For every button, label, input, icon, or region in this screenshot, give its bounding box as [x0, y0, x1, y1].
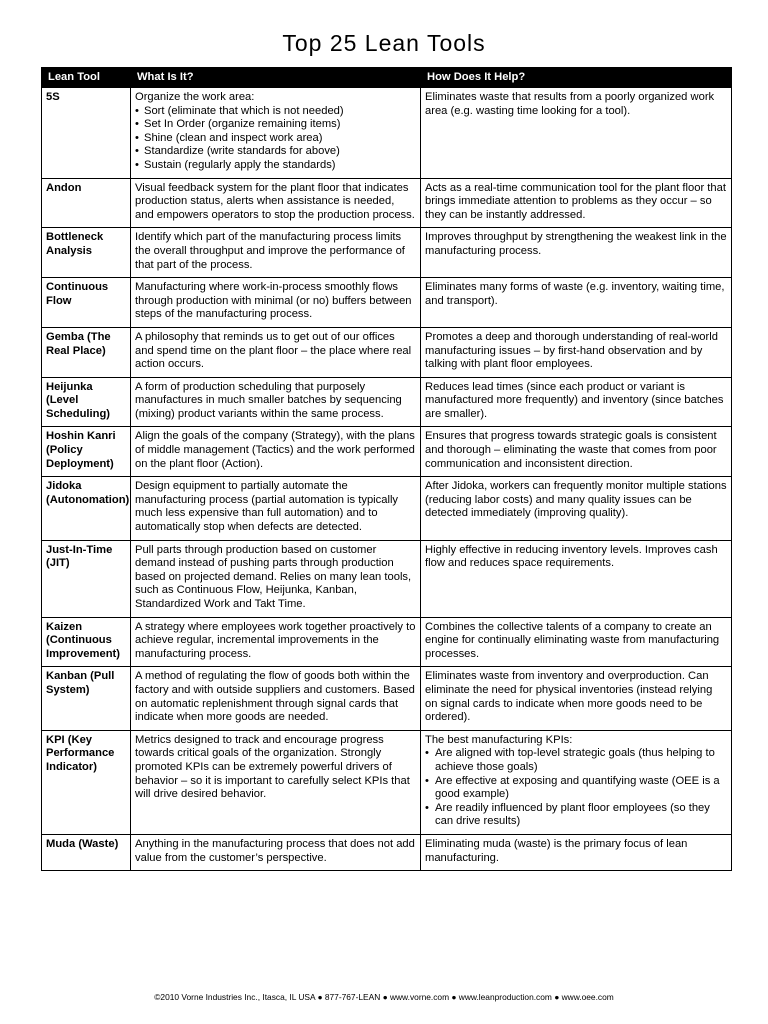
- tool-name: 5S: [42, 88, 131, 179]
- bullet-item: • Sustain (regularly apply the standards): [135, 159, 416, 173]
- benefit-intro: The best manufacturing KPIs:: [425, 733, 573, 746]
- description-bullet-list: [135, 105, 416, 173]
- tool-description: A philosophy that reminds us to get out of our offices and spend time on the plant floor – the place where real action occurs.: [131, 327, 421, 377]
- tool-name: KPI (Key Performance Indicator): [42, 730, 131, 834]
- tool-name: Bottleneck Analysis: [42, 228, 131, 278]
- tool-description: Visual feedback system for the plant floor that indicates production status, alerts when assistance is needed, and empowers operators to stop the production process.: [131, 178, 421, 228]
- tool-description: Metrics designed to track and encourage progress towards critical goals of the organization. Strongly promoted KPIs can be extremely powerful drivers of behavior – so it is important to carefully select KPIs that will drive desired behavior.: [131, 730, 421, 834]
- tool-benefit: Promotes a deep and thorough understanding of real-world manufacturing issues – by first-hand observation and by talking with plant floor employees.: [421, 327, 732, 377]
- table-row: [42, 834, 732, 870]
- tool-description: [131, 88, 421, 179]
- tool-benefit: Improves throughput by strengthening the weakest link in the manufacturing process.: [421, 228, 732, 278]
- tool-description: Pull parts through production based on customer demand instead of pushing parts through production based on projected demand. Relies on many lean tools, such as Continuous Flow, Heijunka, Kanban, Standardized Work and Takt Time.: [131, 540, 421, 617]
- bullet-item: • Set In Order (organize remaining items): [135, 118, 416, 132]
- tool-benefit: [421, 730, 732, 834]
- bullet-item: • Standardize (write standards for above): [135, 145, 416, 159]
- tool-benefit: Eliminates many forms of waste (e.g. inventory, waiting time, and transport).: [421, 278, 732, 328]
- tool-name: Jidoka (Autonomation): [42, 477, 131, 540]
- table-row: [42, 667, 732, 730]
- bullet-item: • Are aligned with top-level strategic goals (thus helping to achieve those goals): [425, 747, 727, 774]
- bullet-item: • Shine (clean and inspect work area): [135, 132, 416, 146]
- table-row: [42, 427, 732, 477]
- tool-name: Heijunka (Level Scheduling): [42, 377, 131, 427]
- header-what-is-it: What Is It?: [131, 68, 421, 88]
- tool-name: Andon: [42, 178, 131, 228]
- header-lean-tool: Lean Tool: [42, 68, 131, 88]
- bullet-item: • Are effective at exposing and quantifying waste (OEE is a good example): [425, 775, 727, 802]
- tool-benefit: Highly effective in reducing inventory levels. Improves cash flow and reduces space requirements.: [421, 540, 732, 617]
- tool-name: Muda (Waste): [42, 834, 131, 870]
- table-row: [42, 730, 732, 834]
- table-header-row: [42, 68, 732, 88]
- tool-name: Continuous Flow: [42, 278, 131, 328]
- tool-name: Gemba (The Real Place): [42, 327, 131, 377]
- tool-name: Kaizen (Continuous Improvement): [42, 617, 131, 667]
- tool-description: Align the goals of the company (Strategy), with the plans of middle management (Tactics) and the work performed on the plant floor (Action).: [131, 427, 421, 477]
- description-intro: Organize the work area:: [135, 91, 255, 103]
- tool-benefit: Ensures that progress towards strategic goals is consistent and thorough – eliminating the waste that comes from poor communication and inconsistent direction.: [421, 427, 732, 477]
- page-footer: ©2010 Vorne Industries Inc., Itasca, IL USA ● 877-767-LEAN ● www.vorne.com ● www.leanproduction.com ● www.oee.com: [154, 992, 614, 1002]
- page-title: Top 25 Lean Tools: [282, 30, 486, 56]
- bullet-item: • Sort (eliminate that which is not needed): [135, 105, 416, 119]
- table-row: [42, 178, 732, 228]
- tool-description: Design equipment to partially automate the manufacturing process (partial automation is typically much less expensive than full automation) and to automatically stop when defects are detected.: [131, 477, 421, 540]
- table-row: [42, 477, 732, 540]
- tool-benefit: Combines the collective talents of a company to create an engine for continually eliminating waste from manufacturing processes.: [421, 617, 732, 667]
- tool-benefit: Eliminating muda (waste) is the primary focus of lean manufacturing.: [421, 834, 732, 870]
- tool-name: Kanban (Pull System): [42, 667, 131, 730]
- table-row: [42, 377, 732, 427]
- benefit-bullet-list: [425, 747, 727, 829]
- table-row: [42, 540, 732, 617]
- tool-benefit: Eliminates waste from inventory and overproduction. Can eliminate the need for physical inventories (instead relying on signal cards to indicate when more goods need to be ordered).: [421, 667, 732, 730]
- tool-name: Hoshin Kanri (Policy Deployment): [42, 427, 131, 477]
- tool-name: Just-In-Time (JIT): [42, 540, 131, 617]
- header-how-does-it-help: How Does It Help?: [421, 68, 732, 88]
- tool-description: A strategy where employees work together proactively to achieve regular, incremental improvements in the manufacturing process.: [131, 617, 421, 667]
- bullet-item: • Are readily influenced by plant floor employees (so they can drive results): [425, 802, 727, 829]
- tool-benefit: After Jidoka, workers can frequently monitor multiple stations (reducing labor costs) and many quality issues can be detected immediately (improving quality).: [421, 477, 732, 540]
- tool-description: Identify which part of the manufacturing process limits the overall throughput and improve the performance of that part of the process.: [131, 228, 421, 278]
- table-row: [42, 88, 732, 179]
- table-row: [42, 278, 732, 328]
- lean-tools-table: [41, 67, 732, 871]
- tool-benefit: Acts as a real-time communication tool for the plant floor that brings immediate attention to problems as they occur – so they can be instantly addressed.: [421, 178, 732, 228]
- tool-benefit: Reduces lead times (since each product or variant is manufactured more frequently) and inventory (since batches are smaller).: [421, 377, 732, 427]
- table-row: [42, 617, 732, 667]
- tool-description: Manufacturing where work-in-process smoothly flows through production with minimal (or no) buffers between steps of the manufacturing process.: [131, 278, 421, 328]
- tool-description: A form of production scheduling that purposely manufactures in much smaller batches by sequencing (mixing) product variants within the same process.: [131, 377, 421, 427]
- tool-description: Anything in the manufacturing process that does not add value from the customer’s perspective.: [131, 834, 421, 870]
- tool-benefit: Eliminates waste that results from a poorly organized work area (e.g. wasting time looking for a tool).: [421, 88, 732, 179]
- table-row: [42, 228, 732, 278]
- tool-description: A method of regulating the flow of goods both within the factory and with outside suppliers and customers. Based on automatic replenishment through signal cards that indicate when more goods are needed.: [131, 667, 421, 730]
- table-row: [42, 327, 732, 377]
